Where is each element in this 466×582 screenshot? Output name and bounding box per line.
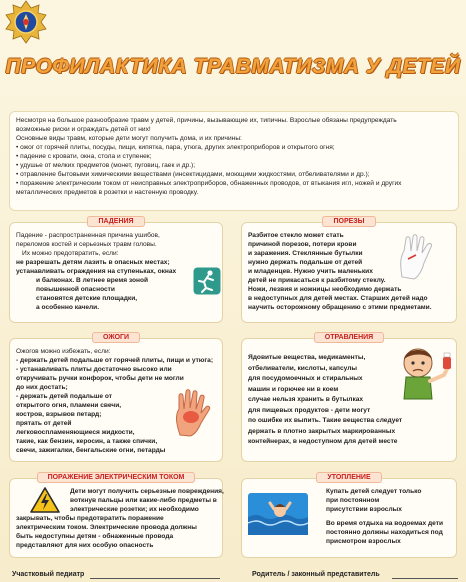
card-line: детей не прикасаться к разбитому стеклу.	[248, 277, 386, 284]
card-line: Купать детей следует только	[326, 488, 422, 495]
card-drowning	[241, 474, 457, 558]
card-electric	[9, 474, 224, 558]
card-line: нужно держать подальше от детей	[248, 259, 363, 266]
signature-line	[90, 578, 220, 579]
intro-line: • отравление бытовыми химическими веществами (инсектицидами, моющими жидкостями, отбеливателями и др.);	[16, 171, 370, 178]
page-title: ПРОФИЛАКТИКА ТРАВМАТИЗМА У ДЕТЕЙ	[5, 55, 461, 78]
card-line: свечи, зажигалки, бенгальские огни, петарды	[16, 447, 166, 454]
card-line: устанавливать ограждения на ступеньках, окнах	[16, 268, 177, 275]
card-heading: ПОРАЖЕНИЕ ЭЛЕКТРИЧЕСКИМ ТОКОМ	[37, 472, 196, 483]
card-line: Разбитое стекло может стать	[248, 232, 344, 239]
card-heading: ПОРЕЗЫ	[322, 216, 375, 227]
card-line: держать в плотно закрытых маркированных	[248, 427, 396, 435]
intro-block	[9, 111, 459, 211]
card-line: при постоянном	[326, 497, 380, 504]
card-poisoning	[241, 334, 457, 462]
card-line: прятать от детей	[16, 420, 72, 427]
signature-line	[392, 578, 458, 579]
card-line: электрические розетки; их необходимо	[70, 506, 199, 513]
footer-pediatrician-label: Участковый педиатр	[12, 571, 85, 578]
card-line: отбеливатели, кислоты, капсулы	[248, 364, 358, 372]
card-burns	[9, 334, 223, 462]
card-heading: УТОПЛЕНИЕ	[316, 472, 381, 483]
card-line: а особенно качели.	[36, 304, 100, 311]
card-line: машин и горючее ни в коем	[248, 385, 339, 393]
card-line: и младенцев. Нужно учить маленьких	[248, 268, 373, 275]
card-line: причиной порезов, потери крови	[248, 241, 357, 248]
card-line: электрическим током. Электрические провода должны	[16, 524, 197, 531]
footer-parent-label: Родитель / законный представитель	[252, 571, 380, 578]
card-line: научить осторожному обращению с этими предметами.	[248, 304, 432, 311]
intro-line: Несмотря на большое разнообразие травм у детей, причины, вызывающие их, типичны. Взрослые обязаны предупреждать	[16, 117, 397, 124]
card-line: Падение - распространенная причина ушибов,	[16, 232, 160, 239]
card-line: становятся детские площадки,	[36, 295, 138, 302]
intro-line: Основные виды травм, которые дети могут получить дома, и их причины:	[16, 135, 242, 142]
card-line: - держать детей подальше от горячей плиты, пищи и утюга;	[16, 357, 214, 364]
card-line: воткнув пальцы или какие-либо предметы в	[70, 497, 217, 504]
card-line: костров, взрывов петард;	[16, 411, 102, 418]
card-line: по ошибке их выпить. Такие вещества следует	[248, 417, 403, 424]
card-line: закрывать, чтобы предотвратить поражение	[16, 515, 164, 522]
card-heading: ПАДЕНИЯ	[87, 216, 144, 227]
card-line: - держать детей подальше от	[16, 393, 113, 400]
card-line: для пищевых продуктов - дети могут	[248, 406, 371, 414]
emblem-icon	[2, 0, 50, 44]
card-line: Дети могут получить серьезные повреждения,	[70, 488, 224, 495]
card-line: быть недоступны детям - обнаженные провода	[16, 533, 174, 540]
card-line: повышенной опасности	[36, 286, 115, 293]
card-line: открытого огня, пламени свечи,	[16, 402, 122, 409]
card-line: в недоступных для детей местах. Старших детей надо	[248, 295, 428, 302]
card-line: откручивать ручки конфорок, чтобы дети не могли	[16, 375, 184, 382]
high-voltage-icon	[30, 487, 60, 513]
card-line: представляют для них особую опасность	[16, 542, 154, 549]
card-line: не разрешать детям лазить в опасных местах;	[16, 259, 170, 266]
card-line: такие, как бензин, керосин, а также спички,	[16, 438, 158, 445]
drowning-child-icon	[248, 493, 308, 535]
card-line: до них достать;	[16, 384, 68, 391]
card-line: присмотром взрослых	[326, 538, 401, 545]
card-heading: ОТРАВЛЕНИЯ	[314, 332, 384, 343]
card-line: легковоспламеняющиеся жидкости,	[16, 429, 135, 436]
card-line: Ожогов можно избежать, если:	[16, 348, 111, 355]
intro-line: металлических предметов в розетки и настенную проводку.	[16, 189, 199, 196]
card-line: контейнерах, в недоступном для детей месте	[248, 438, 398, 445]
card-line: - устанавливать плиты достаточно высоко или	[16, 366, 172, 373]
card-falls	[9, 218, 223, 323]
burned-hand-icon	[166, 387, 216, 437]
card-line: и балконах. В летнее время зоной	[36, 277, 149, 284]
card-line: для посудомоечных и стиральных	[248, 375, 363, 382]
intro-line: • поражение электрическим током от неисправных электроприборов, обнаженных проводов, от втыкания игл, ножей и других	[16, 180, 402, 187]
falling-child-icon	[193, 267, 221, 295]
card-cuts	[241, 218, 457, 323]
intro-line: возможные риски и ограждать детей от них!	[16, 126, 151, 133]
card-line: и заражения. Стеклянные бутылки	[248, 250, 363, 257]
card-line: случае нельзя хранить в бутылках	[248, 396, 364, 403]
intro-line: • ожог от горячей плиты, посуды, пищи, кипятка, пара, утюга, других электроприборов и открытого огня;	[16, 144, 335, 151]
intro-line: • падение с кровати, окна, стола и ступенек;	[16, 153, 152, 160]
card-line: Их можно предотвратить, если:	[22, 250, 119, 257]
card-line: Во время отдыха на водоемах дети	[326, 520, 444, 527]
card-heading: ОЖОГИ	[92, 332, 140, 343]
card-line: Ядовитые вещества, медикаменты,	[248, 354, 366, 361]
card-line: постоянно должны находиться под	[326, 529, 443, 536]
sick-child-icon	[388, 343, 454, 403]
card-line: присутствии взрослых	[326, 506, 402, 513]
intro-line: • удушье от мелких предметов (монет, пуговиц, гаек и др.);	[16, 162, 196, 169]
card-line: переломов костей и серьезных травм головы.	[16, 241, 157, 248]
card-line: Ножи, лезвия и ножницы необходимо держать	[248, 286, 402, 293]
